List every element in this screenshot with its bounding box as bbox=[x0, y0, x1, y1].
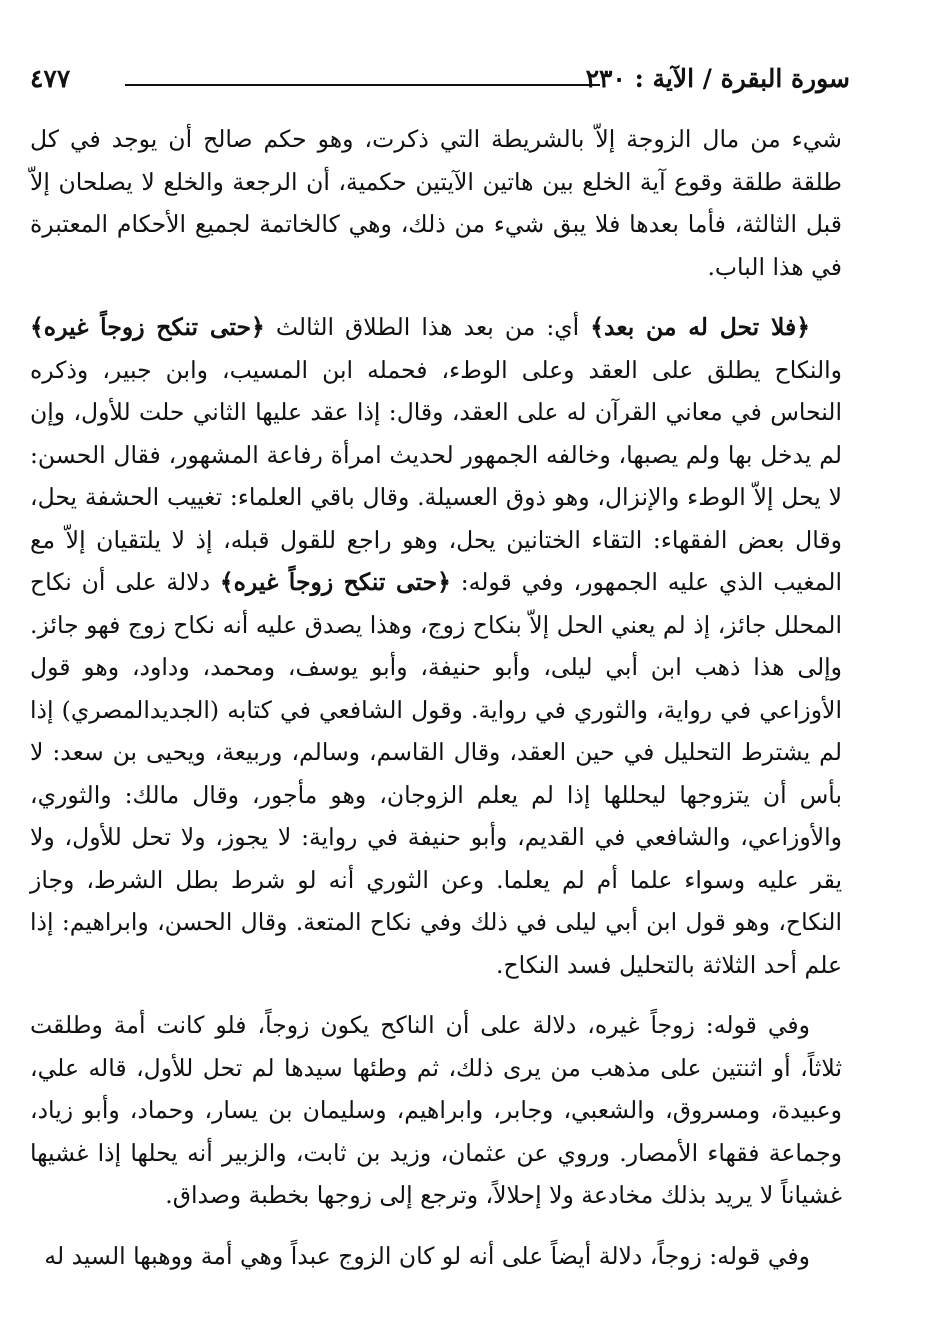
quran-quote: ﴿حتى تنكح زوجاً غيره﴾ bbox=[30, 313, 265, 341]
quran-quote: ﴿فلا تحل له من بعد﴾ bbox=[590, 313, 810, 341]
page-number: ٤٧٧ bbox=[30, 64, 71, 93]
running-header bbox=[30, 62, 850, 102]
paragraph-text: والنكاح يطلق على العقد وعلى الوطء، فحمله ابن المسيب، وابن جبير، وذكره النحاس في معاني القرآن له على العقد، وقال: إذا عقد عليها الثاني حلت للأول، وإن لم يدخل بها ولم يصبها، وخالفه الجمهور لحديث امرأة رفاعة المشهور، فقال الحسن: لا يحل إلاّ الوطء والإنزال، وهو ذوق العسيلة. وقال باقي العلماء: تغييب الحشفة يحل، وقال بعض الفقهاء: التقاء الختانين يحل، وهو راجع للقول قبله، إذ لا يلتقيان إلاّ مع المغيب الذي عليه الجمهور، وفي قوله: bbox=[30, 355, 842, 596]
paragraph-1 bbox=[30, 118, 842, 288]
surah-verse-title: سورة البقرة / الآية : ٢٣٠ bbox=[585, 64, 850, 93]
paragraph-4 bbox=[30, 1235, 842, 1278]
paragraph-text: شيء من مال الزوجة إلاّ بالشريطة التي ذكرت، وهو حكم صالح أن يوجد في كل طلقة طلقة وقوع آية الخلع بين هاتين الآيتين حكمية، أن الرجعة والخلع لا يصلحان إلاّ قبل الثالثة، فأما بعدها فلا يبق شيء من ذلك، وهي كالخاتمة لجميع الأحكام المعتبرة في هذا الباب. bbox=[30, 125, 842, 281]
paragraph-text: وفي قوله: زوجاً غيره، دلالة على أن الناكح يكون زوجاً، فلو كانت أمة وطلقت ثلاثاً، أو اثنتين على مذهب من يرى ذلك، ثم وطئها سيدها لم تحل للأول، قاله علي، وعبيدة، ومسروق، والشعبي، وجابر، وابراهيم، وسليمان بن يسار، وحماد، وأبو زياد، وجماعة فقهاء الأمصار. وروي عن عثمان، وزيد بن ثابت، والزبير أنه يحلها إذا غشيها غشياناً لا يريد بذلك مخادعة ولا إحلالاً، وترجع إلى زوجها بخطبة وصداق. bbox=[30, 1011, 842, 1209]
paragraph-text: وفي قوله: زوجاً، دلالة أيضاً على أنه لو كان الزوج عبداً وهي أمة ووهبها السيد له bbox=[44, 1241, 810, 1270]
page-body bbox=[30, 118, 842, 1295]
paragraph-text: دلالة على أن نكاح المحلل جائز، إذ لم يعني الحل إلاّ بنكاح زوج، وهذا يصدق عليه أنه نكاح زوج فهو جائز. وإلى هذا ذهب ابن أبي ليلى، وأبو حنيفة، وأبو يوسف، ومحمد، وداود، وهو قول الأوزاعي في رواية، والثوري في رواية. وقول الشافعي في كتابه (الجديدالمصري) إذا لم يشترط التحليل في حين العقد، وقال القاسم، وسالم، وربيعة، ويحيى بن سعد: لا بأس أن يتزوجها ليحللها إذا لم يعلم الزوجان، وهو مأجور، وقال مالك: والثوري، والأوزاعي، والشافعي في القديم، وأبو حنيفة في رواية: لا يجوز، ولا تحل للأول، ولا يقر عليه وسواء علما أم لم يعلما. وعن الثوري أنه لو شرط بطل الشرط، وجاز النكاح، وهو قول ابن أبي ليلى في ذلك وفي نكاح المتعة. وقال الحسن، وابراهيم: إذا علم أحد الثلاثة بالتحليل فسد النكاح. bbox=[30, 568, 842, 979]
quran-quote: ﴿حتى تنكح زوجاً غيره﴾ bbox=[219, 568, 451, 596]
paragraph-3 bbox=[30, 1004, 842, 1217]
header-rule bbox=[125, 84, 600, 86]
paragraph-text: أي: من بعد هذا الطلاق الثالث bbox=[264, 313, 591, 341]
paragraph-2 bbox=[30, 306, 842, 986]
